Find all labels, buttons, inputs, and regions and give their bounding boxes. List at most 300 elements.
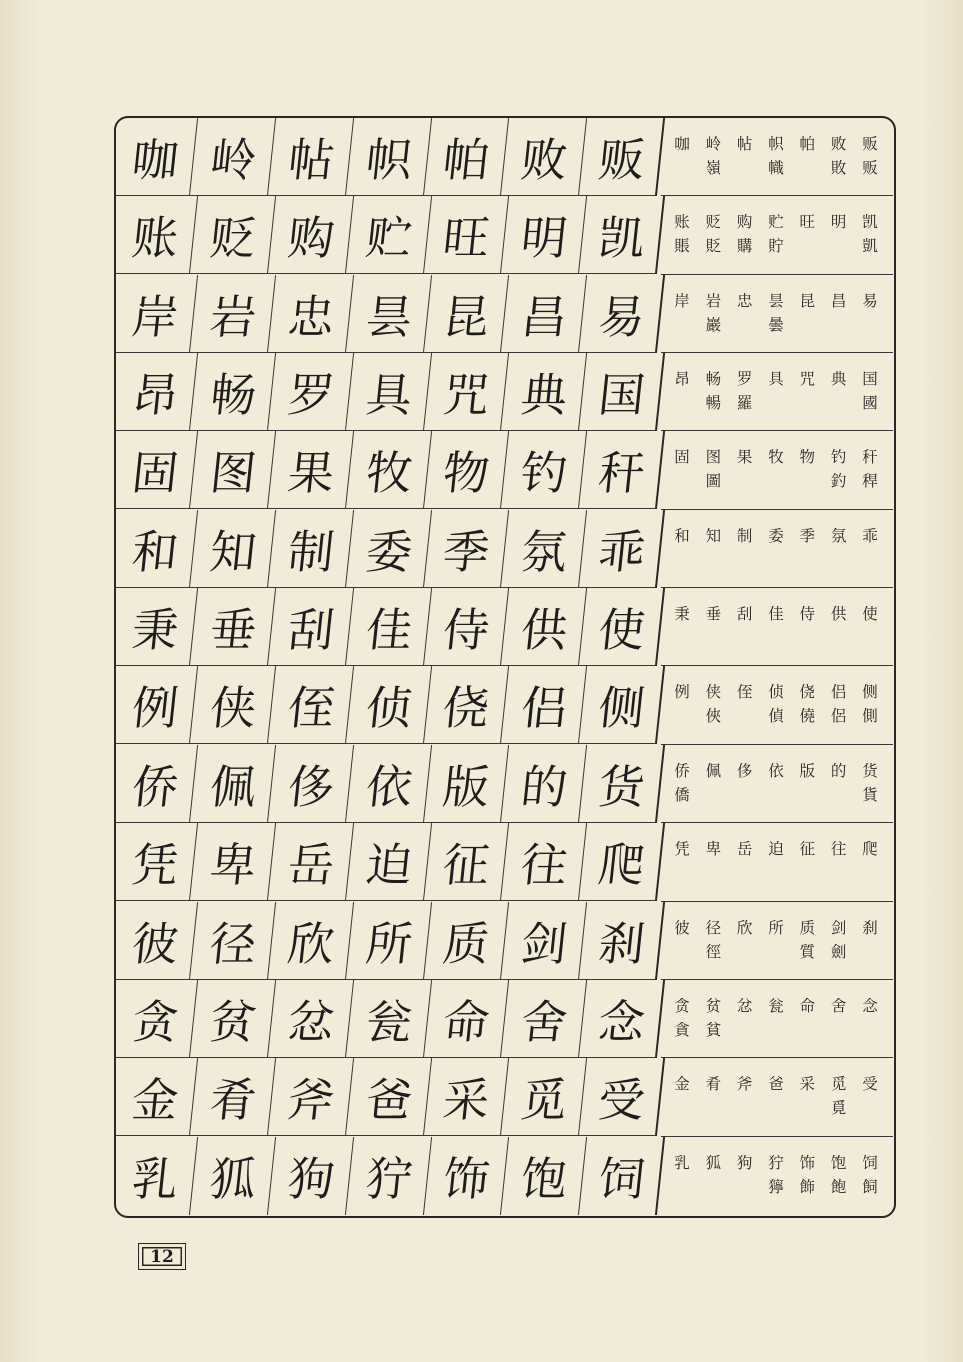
handwriting-grid (116, 118, 661, 1215)
simplified-character: 侣 (830, 683, 847, 702)
traditional-character: 幟 (768, 159, 784, 177)
simplified-character: 制 (736, 526, 753, 545)
simplified-character: 秆 (862, 448, 878, 467)
handwriting-cell: 侄 (268, 666, 354, 744)
simplified-character: 佩 (705, 761, 722, 780)
handwriting-cell: 岭 (190, 118, 276, 196)
simplified-character: 迫 (768, 840, 784, 859)
simplified-character: 刹 (862, 918, 878, 937)
handwriting-cell: 征 (423, 823, 509, 901)
handwriting-cell: 饰 (423, 1137, 509, 1215)
handwriting-cell: 所 (345, 902, 431, 980)
standard-row (661, 902, 893, 980)
handwriting-cell: 氛 (501, 510, 587, 588)
standard-character-column (859, 837, 881, 900)
simplified-character: 知 (705, 526, 722, 545)
handwriting-cell: 帕 (423, 118, 509, 196)
traditional-character: 貧 (705, 1020, 722, 1039)
traditional-character: 曇 (768, 315, 784, 334)
handwriting-cell: 命 (423, 980, 509, 1058)
handwriting-cell: 败 (501, 118, 587, 196)
handwriting-cell: 秉 (114, 588, 198, 666)
handwriting-cell: 旺 (423, 196, 509, 274)
standard-row (661, 823, 893, 901)
traditional-character: 貨 (862, 785, 878, 804)
handwriting-cell: 忿 (268, 980, 354, 1058)
standard-character-column (765, 210, 787, 273)
simplified-character: 咒 (799, 370, 816, 389)
handwriting-cell: 昌 (501, 275, 587, 353)
standard-character-column (671, 210, 693, 273)
standard-character-column (796, 759, 818, 822)
standard-character-column (671, 445, 693, 508)
simplified-character: 所 (768, 918, 784, 937)
handwriting-cell: 卑 (190, 823, 276, 901)
simplified-character: 牧 (768, 448, 784, 467)
traditional-character: 飽 (830, 1177, 847, 1196)
simplified-character: 刮 (736, 605, 753, 624)
simplified-character: 忿 (736, 996, 753, 1015)
standard-character-column (671, 1072, 693, 1135)
simplified-character: 侈 (736, 761, 753, 780)
simplified-character: 凭 (674, 840, 690, 859)
traditional-character: 賬 (674, 237, 690, 256)
standard-row (661, 196, 893, 274)
standard-character-column (671, 289, 693, 352)
simplified-character: 依 (768, 761, 784, 780)
standard-character-column (702, 132, 724, 195)
standard-character-column (859, 916, 881, 979)
standard-character-column (828, 289, 850, 352)
simplified-character: 肴 (705, 1075, 722, 1094)
standard-character-column (796, 680, 818, 743)
standard-character-column (828, 367, 850, 430)
simplified-character: 帜 (768, 135, 784, 153)
handwriting-cell: 咒 (423, 353, 509, 431)
simplified-character: 斧 (736, 1075, 753, 1094)
traditional-character: 貯 (768, 237, 784, 256)
standard-character-column (734, 994, 756, 1057)
simplified-character: 版 (799, 761, 816, 780)
simplified-character: 饰 (799, 1153, 816, 1172)
standard-character-column (671, 132, 693, 195)
standard-character-column (765, 445, 787, 508)
simplified-character: 购 (736, 213, 753, 232)
simplified-character: 凯 (862, 213, 878, 232)
standard-character-column (734, 289, 756, 352)
traditional-character: 贩 (862, 159, 878, 177)
simplified-character: 钓 (830, 448, 847, 467)
simplified-character: 旺 (799, 213, 816, 232)
standard-character-column (702, 367, 724, 430)
traditional-character: 釣 (830, 472, 847, 491)
simplified-character: 咖 (674, 135, 690, 153)
simplified-character: 欣 (736, 918, 753, 937)
standard-character-column (702, 837, 724, 900)
standard-character-column (734, 916, 756, 979)
standard-character-column (859, 1072, 881, 1135)
standard-character-column (734, 837, 756, 900)
standard-character-column (671, 367, 693, 430)
standard-character-column (702, 680, 724, 743)
handwriting-cell: 钓 (501, 431, 587, 509)
traditional-character: 侶 (830, 707, 847, 726)
simplified-character: 例 (674, 683, 690, 702)
handwriting-cell: 岩 (190, 275, 276, 353)
traditional-character: 側 (862, 707, 878, 726)
standard-character-column (828, 445, 850, 508)
handwriting-cell: 国 (579, 353, 665, 431)
handwriting-cell: 贬 (190, 196, 276, 274)
handwriting-cell: 咖 (114, 118, 198, 196)
page-number: 12 (138, 1243, 186, 1270)
simplified-character: 侧 (862, 683, 878, 702)
simplified-character: 侥 (799, 683, 816, 702)
simplified-character: 供 (830, 605, 847, 624)
simplified-character: 果 (736, 448, 753, 467)
standard-row (661, 588, 893, 666)
standard-character-column (859, 132, 881, 195)
simplified-character: 帕 (799, 135, 816, 153)
standard-character-column (765, 994, 787, 1057)
standard-character-column (671, 602, 693, 665)
handwriting-cell: 例 (114, 666, 198, 744)
standard-character-column (859, 367, 881, 430)
simplified-character: 账 (674, 213, 690, 232)
standard-character-column (828, 132, 850, 195)
standard-character-column (828, 759, 850, 822)
handwriting-cell: 佳 (345, 588, 431, 666)
standard-row (661, 431, 893, 509)
handwriting-cell: 帜 (345, 118, 431, 196)
standard-character-column (796, 132, 818, 195)
handwriting-cell: 账 (114, 196, 198, 274)
standard-character-column (702, 289, 724, 352)
standard-character-column (828, 837, 850, 900)
handwriting-cell: 牧 (345, 431, 431, 509)
standard-character-column (765, 602, 787, 665)
handwriting-cell: 受 (579, 1058, 665, 1136)
handwriting-cell: 物 (423, 431, 509, 509)
simplified-character: 佳 (768, 605, 784, 624)
handwriting-cell: 金 (114, 1058, 198, 1136)
standard-character-column (734, 132, 756, 195)
simplified-character: 物 (799, 448, 816, 467)
handwriting-cell: 昆 (423, 275, 509, 353)
standard-character-column (828, 680, 850, 743)
handwriting-cell: 使 (579, 588, 665, 666)
standard-character-column (734, 680, 756, 743)
handwriting-cell: 斧 (268, 1058, 354, 1136)
handwriting-cell: 贩 (579, 118, 665, 196)
traditional-character: 巖 (705, 315, 722, 334)
simplified-character: 乳 (674, 1153, 690, 1172)
handwriting-cell: 刮 (268, 588, 354, 666)
traditional-character: 質 (799, 942, 816, 961)
handwriting-cell: 爬 (579, 823, 665, 901)
simplified-character: 狞 (768, 1153, 784, 1172)
handwriting-cell: 侥 (423, 666, 509, 744)
standard-character-column (702, 524, 724, 587)
standard-character-column (796, 367, 818, 430)
standard-row (661, 666, 893, 744)
simplified-character: 图 (705, 448, 722, 467)
handwriting-cell: 质 (423, 902, 509, 980)
simplified-character: 货 (862, 761, 878, 780)
handwriting-cell: 忠 (268, 275, 354, 353)
standard-character-column (796, 524, 818, 587)
standard-character-column (671, 916, 693, 979)
traditional-character: 俠 (705, 707, 722, 726)
standard-character-column (734, 210, 756, 273)
handwriting-cell: 侠 (190, 666, 276, 744)
traditional-character: 貶 (705, 237, 722, 256)
standard-character-column (765, 132, 787, 195)
simplified-character: 具 (768, 370, 784, 389)
standard-character-column (828, 916, 850, 979)
simplified-character: 狗 (736, 1153, 753, 1172)
simplified-character: 质 (799, 918, 816, 937)
handwriting-cell: 垂 (190, 588, 276, 666)
simplified-character: 乖 (862, 526, 878, 545)
handwriting-cell: 图 (190, 431, 276, 509)
standard-character-column (734, 524, 756, 587)
simplified-character: 念 (862, 996, 878, 1015)
handwriting-cell: 明 (501, 196, 587, 274)
simplified-character: 昌 (830, 291, 847, 310)
simplified-character: 的 (830, 761, 847, 780)
simplified-character: 和 (674, 526, 690, 545)
handwriting-cell: 昂 (114, 353, 198, 431)
simplified-character: 季 (799, 526, 816, 545)
standard-character-column (702, 994, 724, 1057)
standard-character-column (734, 602, 756, 665)
standard-character-column (796, 837, 818, 900)
simplified-character: 昂 (674, 370, 690, 389)
handwriting-cell: 贮 (345, 196, 431, 274)
standard-character-column (859, 680, 881, 743)
traditional-character: 敗 (830, 159, 847, 177)
standard-character-column (859, 524, 881, 587)
simplified-character: 典 (830, 370, 847, 389)
standard-character-column (765, 524, 787, 587)
standard-row (661, 980, 893, 1058)
handwriting-cell: 采 (423, 1058, 509, 1136)
handwriting-cell: 贪 (114, 980, 198, 1058)
standard-row (661, 510, 893, 588)
simplified-character: 贬 (705, 213, 722, 232)
simplified-character: 饱 (830, 1153, 847, 1172)
handwriting-cell: 侣 (501, 666, 587, 744)
handwriting-cell: 购 (268, 196, 354, 274)
handwriting-cell: 瓮 (345, 980, 431, 1058)
standard-character-column (702, 1151, 724, 1215)
handwriting-cell: 委 (345, 510, 431, 588)
traditional-character: 飾 (799, 1177, 816, 1196)
handwriting-cell: 秆 (579, 431, 665, 509)
simplified-character: 金 (674, 1075, 690, 1094)
standard-character-column (859, 289, 881, 352)
standard-character-column (734, 445, 756, 508)
simplified-character: 岩 (705, 291, 722, 310)
simplified-character: 昆 (799, 291, 816, 310)
handwriting-cell: 岸 (114, 275, 198, 353)
simplified-character: 剑 (830, 918, 847, 937)
handwriting-cell: 和 (114, 510, 198, 588)
handwriting-cell: 易 (579, 275, 665, 353)
traditional-character: 僥 (799, 707, 816, 726)
standard-character-column (671, 1151, 693, 1215)
traditional-character: 飼 (862, 1177, 878, 1196)
standard-character-column (765, 1072, 787, 1135)
standard-character-column (671, 837, 693, 900)
simplified-character: 侍 (799, 605, 816, 624)
handwriting-cell: 狞 (345, 1137, 431, 1215)
standard-character-column (796, 289, 818, 352)
simplified-character: 狐 (705, 1153, 722, 1172)
handwriting-cell: 饲 (579, 1137, 665, 1215)
standard-character-column (671, 524, 693, 587)
standard-row (661, 118, 893, 196)
standard-character-column (828, 994, 850, 1057)
simplified-character: 舍 (830, 996, 847, 1015)
standard-character-column (828, 602, 850, 665)
handwriting-cell: 饱 (501, 1137, 587, 1215)
standard-character-column (765, 759, 787, 822)
standard-character-column (796, 210, 818, 273)
handwriting-cell: 岳 (268, 823, 354, 901)
simplified-character: 罗 (736, 370, 753, 389)
simplified-character: 贩 (862, 135, 878, 153)
handwriting-cell: 的 (501, 745, 587, 823)
handwriting-cell: 侈 (268, 745, 354, 823)
standard-character-column (702, 759, 724, 822)
handwriting-cell: 供 (501, 588, 587, 666)
handwriting-cell: 凯 (579, 196, 665, 274)
handwriting-cell: 季 (423, 510, 509, 588)
handwriting-cell: 乖 (579, 510, 665, 588)
handwriting-cell: 迫 (345, 823, 431, 901)
handwriting-cell: 昙 (345, 275, 431, 353)
handwriting-cell: 罗 (268, 353, 354, 431)
handwriting-cell: 侨 (114, 745, 198, 823)
traditional-character: 僑 (674, 785, 690, 804)
simplified-character: 爸 (768, 1075, 784, 1094)
handwriting-cell: 肴 (190, 1058, 276, 1136)
handwriting-cell: 佩 (190, 745, 276, 823)
traditional-character: 劍 (830, 942, 847, 961)
simplified-character: 侠 (705, 683, 722, 702)
standard-character-column (702, 445, 724, 508)
standard-character-column (828, 524, 850, 587)
simplified-character: 委 (768, 526, 784, 545)
traditional-character: 國 (862, 394, 878, 413)
simplified-character: 贫 (705, 996, 722, 1015)
standard-character-column (765, 289, 787, 352)
standard-character-column (796, 1151, 818, 1215)
traditional-character: 貪 (674, 1020, 690, 1039)
simplified-character: 往 (830, 840, 847, 859)
simplified-character: 采 (799, 1075, 816, 1094)
handwriting-cell: 狐 (190, 1137, 276, 1215)
handwriting-cell: 侦 (345, 666, 431, 744)
standard-character-column (765, 916, 787, 979)
simplified-character: 固 (674, 448, 690, 467)
handwriting-cell: 侍 (423, 588, 509, 666)
traditional-character: 稈 (862, 472, 878, 491)
simplified-character: 贪 (674, 996, 690, 1015)
simplified-character: 侨 (674, 761, 690, 780)
standard-character-column (859, 1151, 881, 1215)
simplified-character: 忠 (736, 291, 753, 310)
handwriting-cell: 贫 (190, 980, 276, 1058)
traditional-character: 獰 (768, 1177, 784, 1196)
handwriting-cell: 畅 (190, 353, 276, 431)
simplified-character: 径 (705, 918, 722, 937)
handwriting-cell: 版 (423, 745, 509, 823)
standard-character-column (859, 445, 881, 508)
handwriting-cell: 爸 (345, 1058, 431, 1136)
simplified-character: 岳 (736, 840, 753, 859)
simplified-character: 氛 (830, 526, 847, 545)
handwriting-cell: 知 (190, 510, 276, 588)
simplified-character: 明 (830, 213, 847, 232)
handwriting-cell: 帖 (268, 118, 354, 196)
standard-character-column (859, 994, 881, 1057)
handwriting-cell: 往 (501, 823, 587, 901)
handwriting-cell: 念 (579, 980, 665, 1058)
standard-character-column (734, 367, 756, 430)
standard-character-column (796, 994, 818, 1057)
simplified-character: 瓮 (768, 996, 784, 1015)
standard-row (661, 353, 893, 431)
standard-character-column (702, 1072, 724, 1135)
simplified-character: 卑 (705, 840, 722, 859)
traditional-character: 嶺 (705, 159, 722, 177)
standard-character-column (828, 210, 850, 273)
handwriting-cell: 彼 (114, 902, 198, 980)
traditional-character: 凱 (862, 237, 878, 256)
standard-character-column (828, 1072, 850, 1135)
traditional-character: 羅 (736, 394, 753, 413)
handwriting-cell: 果 (268, 431, 354, 509)
simplified-character: 岭 (705, 135, 722, 153)
standard-character-column (796, 916, 818, 979)
simplified-character: 爬 (862, 840, 878, 859)
standard-character-column (765, 1151, 787, 1215)
simplified-character: 命 (799, 996, 816, 1015)
standard-character-column (796, 602, 818, 665)
traditional-character: 圖 (705, 472, 722, 491)
handwriting-cell: 刹 (579, 902, 665, 980)
simplified-character: 国 (862, 370, 878, 389)
handwriting-cell: 制 (268, 510, 354, 588)
simplified-character: 败 (830, 135, 847, 153)
traditional-character: 覓 (830, 1099, 847, 1118)
simplified-character: 岸 (674, 291, 690, 310)
traditional-character: 購 (736, 237, 753, 256)
standard-character-column (765, 837, 787, 900)
simplified-character: 饲 (862, 1153, 878, 1172)
handwriting-cell: 依 (345, 745, 431, 823)
simplified-character: 彼 (674, 918, 690, 937)
standard-character-column (796, 1072, 818, 1135)
handwriting-cell: 剑 (501, 902, 587, 980)
standard-character-column (859, 759, 881, 822)
handwriting-cell: 觅 (501, 1058, 587, 1136)
simplified-character: 使 (862, 605, 878, 624)
standard-character-column (734, 1151, 756, 1215)
